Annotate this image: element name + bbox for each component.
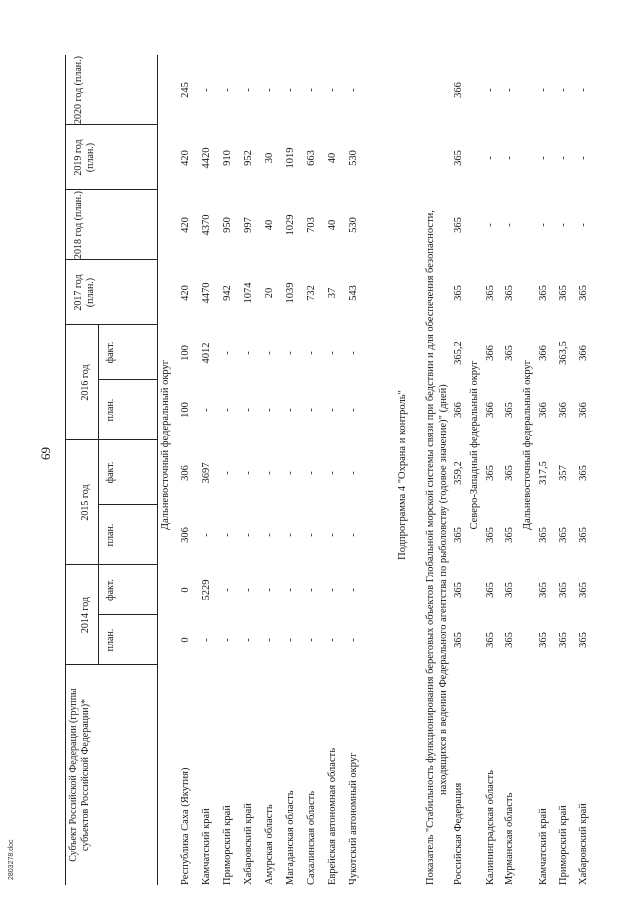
table-cell: 40: [327, 152, 338, 164]
table-cell: 420: [180, 217, 191, 233]
table-cell: 365: [558, 527, 569, 543]
header-fact: факт.: [105, 341, 116, 364]
table-cell: -: [558, 223, 569, 227]
table-cell: 365: [504, 465, 515, 481]
table-cell: -: [348, 471, 359, 475]
table-cell: -: [538, 156, 549, 160]
table-cell: -: [348, 351, 359, 355]
table-cell: -: [243, 351, 254, 355]
table-cell: 40: [327, 219, 338, 231]
table-cell: 363,5: [558, 341, 569, 365]
table-cell: -: [306, 588, 317, 592]
table-cell: -: [264, 638, 275, 642]
table-cell: -: [264, 471, 275, 475]
table-cell: -: [264, 351, 275, 355]
table-cell: 365: [453, 285, 464, 301]
header-2015: 2015 год: [80, 484, 91, 521]
table-cell: 530: [348, 150, 359, 166]
table-cell: -: [243, 638, 254, 642]
table-cell: 4470: [201, 282, 212, 304]
subprogram-title: Подпрограмма 4 "Охрана и контроль": [397, 390, 408, 560]
table-cell: -: [558, 88, 569, 92]
header-plan: план.: [105, 628, 116, 652]
table-cell: -: [285, 638, 296, 642]
table-cell: -: [222, 471, 233, 475]
table-cell: -: [306, 638, 317, 642]
table-cell: 359,2: [453, 461, 464, 485]
table-cell: -: [504, 156, 515, 160]
table-cell: 100: [180, 345, 191, 361]
table-cell: 1039: [285, 282, 296, 304]
table-cell: -: [578, 223, 589, 227]
table-cell: 365: [558, 582, 569, 598]
table-cell: 365: [485, 285, 496, 301]
table-cell: 365: [504, 345, 515, 361]
table-cell: -: [485, 156, 496, 160]
table-cell: 365: [578, 632, 589, 648]
table-cell: 366: [578, 345, 589, 361]
table-cell: -: [285, 88, 296, 92]
table-cell: -: [201, 533, 212, 537]
section-title-far-east-2: Дальневосточный федеральный округ: [522, 359, 533, 531]
row-label: Республика Саха (Якутия): [180, 767, 191, 885]
header-2016: 2016 год: [80, 364, 91, 401]
table-cell: 365: [578, 285, 589, 301]
table-cell: -: [222, 638, 233, 642]
table-cell: 365: [504, 285, 515, 301]
table-cell: 543: [348, 285, 359, 301]
table-top-border: [65, 55, 66, 885]
table-cell: -: [222, 533, 233, 537]
table-cell: -: [201, 638, 212, 642]
table-cell: 306: [180, 527, 191, 543]
section-title-far-east: Дальневосточный федеральный округ: [160, 359, 171, 531]
header-fact: факт.: [105, 579, 116, 601]
header-2019: 2019 год (план.): [73, 139, 96, 176]
table-cell: 245: [180, 82, 191, 98]
table-cell: -: [306, 88, 317, 92]
table-cell: 366: [538, 345, 549, 361]
table-cell: 365: [485, 632, 496, 648]
table-cell: 365: [558, 285, 569, 301]
table-cell: 100: [180, 402, 191, 418]
table-cell: -: [201, 408, 212, 412]
header-2014: 2014 год: [80, 596, 91, 634]
table-cell: 0: [180, 587, 191, 593]
subheader-line-2016: [98, 325, 99, 440]
table-cell: 366: [578, 402, 589, 418]
header-plan: план.: [105, 523, 116, 547]
table-cell: -: [504, 88, 515, 92]
table-cell: 732: [306, 285, 317, 301]
row-label: Приморский край: [222, 805, 233, 885]
table-cell: -: [222, 588, 233, 592]
table-cell: -: [327, 588, 338, 592]
row-label: Магаданская область: [285, 790, 296, 885]
table-cell: 365,2: [453, 341, 464, 365]
row-label: Еврейская автономная область: [327, 748, 338, 885]
table-cell: -: [327, 88, 338, 92]
table-cell: 4012: [201, 342, 212, 364]
subheader-line-2015: [98, 440, 99, 565]
table-cell: -: [243, 88, 254, 92]
table-cell: -: [558, 156, 569, 160]
table-cell: -: [327, 471, 338, 475]
table-cell: 365: [504, 582, 515, 598]
table-cell: -: [264, 588, 275, 592]
table-cell: 365: [504, 632, 515, 648]
table-cell: -: [348, 533, 359, 537]
table-cell: 910: [222, 150, 233, 166]
table-cell: 365: [578, 582, 589, 598]
table-cell: 530: [348, 217, 359, 233]
table-cell: 365: [453, 632, 464, 648]
table-cell: -: [222, 408, 233, 412]
table-cell: 30: [264, 152, 275, 164]
table-cell: 365: [578, 465, 589, 481]
table-cell: -: [348, 588, 359, 592]
table-cell: 3697: [201, 462, 212, 484]
table-cell: -: [306, 533, 317, 537]
header-fact: факт.: [105, 461, 116, 484]
table-cell: 366: [558, 402, 569, 418]
table-cell: 4420: [201, 147, 212, 169]
row-label: Хабаровский край: [578, 803, 589, 885]
table-cell: -: [243, 471, 254, 475]
table-cell: -: [504, 223, 515, 227]
table-cell: 365: [504, 402, 515, 418]
table-cell: 1019: [285, 147, 296, 169]
table-cell: 365: [538, 582, 549, 598]
table-cell: 420: [180, 150, 191, 166]
table-cell: -: [264, 533, 275, 537]
table-cell: 40: [264, 219, 275, 231]
table-cell: 365: [485, 527, 496, 543]
row-label: Хабаровский край: [243, 803, 254, 885]
table-cell: -: [222, 351, 233, 355]
table-cell: -: [485, 223, 496, 227]
table-cell: 317,5: [538, 461, 549, 485]
rotated-table-page: [35, 15, 635, 885]
row-label: Камчатский край: [538, 808, 549, 885]
table-cell: -: [578, 156, 589, 160]
table-cell: -: [538, 223, 549, 227]
subheader-line-2014: [98, 565, 99, 665]
table-cell: 365: [485, 465, 496, 481]
table-cell: -: [285, 351, 296, 355]
table-cell: -: [201, 88, 212, 92]
table-cell: -: [306, 471, 317, 475]
table-cell: -: [306, 351, 317, 355]
table-cell: -: [285, 533, 296, 537]
table-cell: -: [348, 88, 359, 92]
section-title-north-west: Северо-Западный федеральный округ: [469, 360, 480, 530]
table-cell: -: [243, 533, 254, 537]
row-label: Российская Федерация: [453, 782, 464, 885]
table-cell: -: [264, 88, 275, 92]
header-2018: 2018 год (план.): [73, 191, 84, 259]
row-label: Камчатский край: [201, 808, 212, 885]
indicator-line-1: Показатель "Стабильность функционирования береговых объектов Глобальной морской системы связи при бедствии и для обеспечения безопасности,: [425, 210, 436, 885]
table-cell: 365: [578, 527, 589, 543]
table-cell: 1029: [285, 214, 296, 236]
table-cell: 365: [538, 632, 549, 648]
footer-doc-name: 2803278.doc: [8, 839, 15, 880]
table-cell: 365: [558, 632, 569, 648]
table-cell: -: [327, 533, 338, 537]
table-cell: 366: [453, 402, 464, 418]
table-cell: 0: [180, 637, 191, 643]
header-subject: Субъект Российской Федерации (группы субъектов Российской Федерации)*: [68, 688, 91, 862]
table-cell: -: [285, 471, 296, 475]
row-label: Амурская область: [264, 804, 275, 885]
table-cell: 950: [222, 217, 233, 233]
table-cell: 942: [222, 285, 233, 301]
table-cell: 37: [327, 287, 338, 299]
table-cell: 366: [485, 345, 496, 361]
header-2020: 2020 год (план.): [73, 56, 84, 124]
table-cell: -: [327, 408, 338, 412]
table-cell: -: [285, 408, 296, 412]
table-cell: -: [485, 88, 496, 92]
table-cell: -: [327, 351, 338, 355]
table-cell: 366: [485, 402, 496, 418]
header-bottom-border: [157, 55, 158, 885]
row-label: Приморский край: [558, 805, 569, 885]
table-cell: 997: [243, 217, 254, 233]
table-cell: -: [538, 88, 549, 92]
table-cell: 952: [243, 150, 254, 166]
table-cell: 357: [558, 465, 569, 481]
table-cell: 365: [538, 527, 549, 543]
table-cell: -: [327, 638, 338, 642]
row-label: Сахалинская область: [306, 791, 317, 885]
table-cell: -: [243, 588, 254, 592]
table-cell: -: [348, 408, 359, 412]
table-cell: -: [222, 88, 233, 92]
header-2017: 2017 год (план.): [73, 274, 96, 311]
row-label: Калининградская область: [485, 770, 496, 885]
row-label: Мурманская область: [504, 792, 515, 885]
table-cell: 365: [453, 527, 464, 543]
table-cell: 1074: [243, 282, 254, 304]
table-cell: 663: [306, 150, 317, 166]
table-cell: 365: [538, 285, 549, 301]
table-cell: -: [578, 88, 589, 92]
indicator-line-2: находящихся в ведении Федерального агентства по рыболовству (годовое значение)" (дней): [438, 384, 449, 795]
table-cell: 365: [453, 217, 464, 233]
table-cell: 365: [453, 582, 464, 598]
page-number: 69: [38, 447, 53, 460]
table-cell: 366: [538, 402, 549, 418]
table-cell: 366: [453, 82, 464, 98]
table-cell: 20: [264, 287, 275, 299]
table-cell: 420: [180, 285, 191, 301]
table-cell: -: [348, 638, 359, 642]
table-cell: -: [264, 408, 275, 412]
row-label: Чукотский автономный округ: [348, 752, 359, 885]
table-cell: 365: [504, 527, 515, 543]
table-cell: -: [243, 408, 254, 412]
table-cell: 365: [453, 150, 464, 166]
table-cell: 306: [180, 465, 191, 481]
table-cell: 365: [485, 582, 496, 598]
table-cell: -: [306, 408, 317, 412]
table-cell: 4370: [201, 214, 212, 236]
table-cell: 703: [306, 217, 317, 233]
table-cell: 5229: [201, 579, 212, 601]
header-plan: план.: [105, 398, 116, 422]
table-cell: -: [285, 588, 296, 592]
